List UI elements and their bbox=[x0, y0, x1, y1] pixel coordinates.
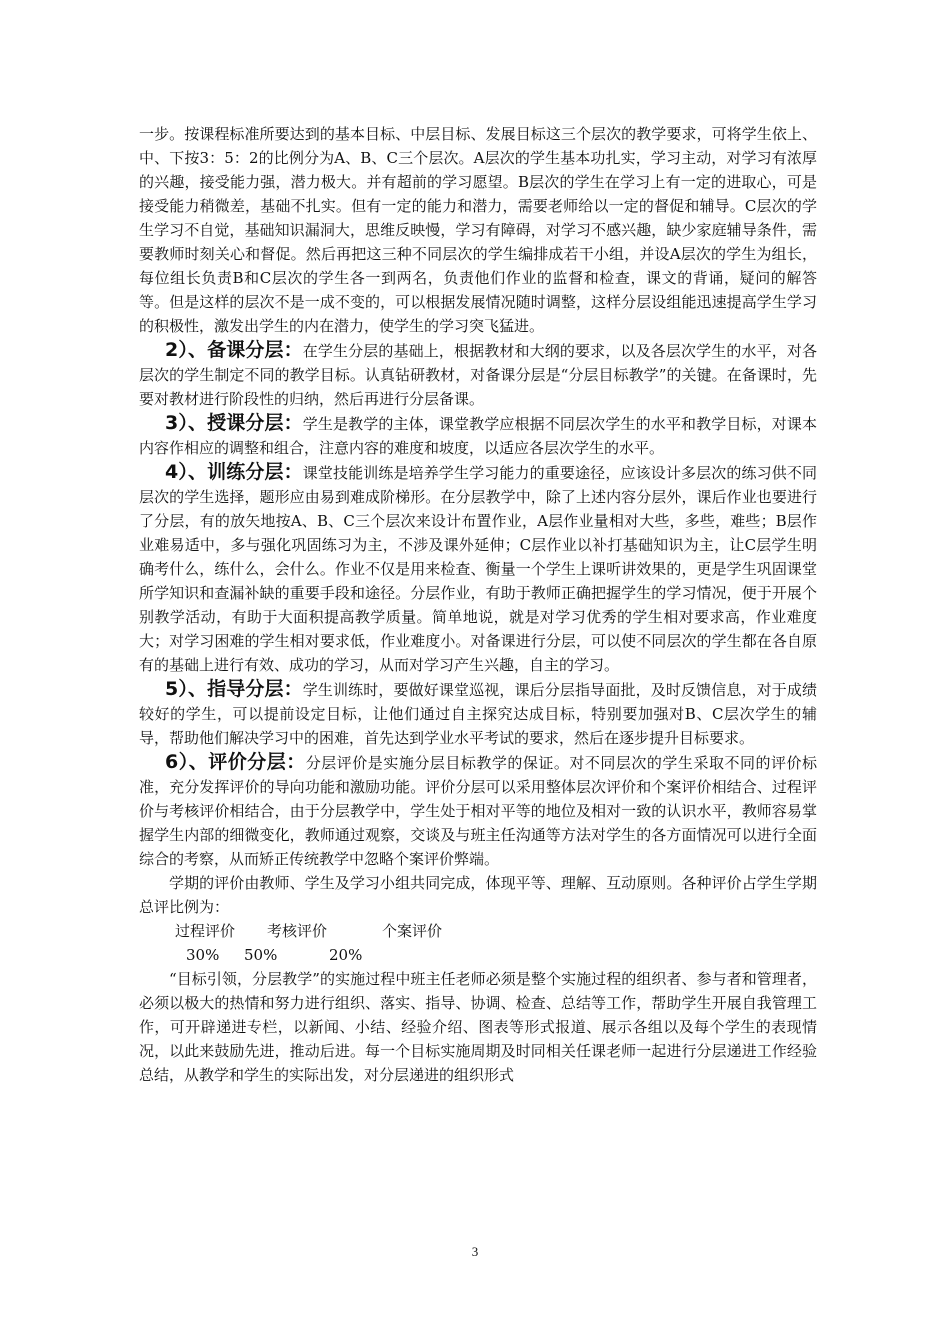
section-heading: 5）、指导分层： bbox=[165, 678, 303, 700]
section-evaluation bbox=[139, 750, 817, 871]
section-heading: 2）、备课分层： bbox=[165, 339, 303, 361]
closing-paragraph: “目标引领，分层教学”的实施过程中班主任老师必须是整个实施过程的组织者、参与者和管理者，必须以极大的热情和努力进行组织、落实、指导、协调、检查、总结等工作，帮助学生开展自我管理工作，可开辟递进专栏，以新闻、小结、经验介绍、图表等形式报道、展示各组以及每个学生的表现情况，以此来鼓励先进，推动后进。每一个目标实施周期及时同相关任课老师一起进行分层递进工作经验总结，从教学和学生的实际出发，对分层递进的组织形式 bbox=[139, 970, 817, 1084]
evaluation-percent: 50% bbox=[244, 946, 278, 964]
evaluation-percents-row bbox=[139, 943, 817, 967]
evaluation-label: 过程评价 bbox=[175, 922, 236, 940]
section-body: 在学生分层的基础上，根据教材和大纲的要求，以及各层次学生的水平，对各层次的学生制定不同的教学目标。认真钻研教材，对备课分层是“分层目标教学”的关键。在备课时，先要对教材进行阶段性的归纳，然后再进行分层备课。 bbox=[139, 342, 817, 408]
section-guidance bbox=[139, 677, 817, 750]
section-heading: 6）、评价分层： bbox=[165, 751, 306, 773]
section-body: 分层评价是实施分层目标教学的保证。对不同层次的学生采取不同的评价标准，充分发挥评价的导向功能和激励功能。评价分层可以采用整体层次评价和个案评价相结合、过程评价与考核评价相结合，由于分层教学中，学生处于相对平等的地位及相对一致的认识水平，教师容易掌握学生内部的细微变化，教师通过观察，交谈及与班主任沟通等方法对学生的各方面情况可以进行全面综合的考察，从而矫正传统教学中忽略个案评价弊端。 bbox=[139, 754, 817, 868]
evaluation-percent: 20% bbox=[329, 946, 363, 964]
section-body: 课堂技能训练是培养学生学习能力的重要途径，应该设计多层次的练习供不同层次的学生选择，题形应由易到难成阶梯形。在分层教学中，除了上述内容分层外，课后作业也要进行了分层，有的放矢地按A、B、C三个层次来设计布置作业，A层作业量相对大些，多些，难些；B层作业难易适中，多与强化巩固练习为主，不涉及课外延伸；C层作业以补打基础知识为主，让C层学生明确考什么，练什么，会什么。作业不仅是用来检查、衡量一个学生上课听讲效果的，更是学生巩固课堂所学知识和查漏补缺的重要手段和途径。分层作业，有助于教师正确把握学生的学习情况，便于开展个别教学活动，有助于大面积提高教学质量。简单地说，就是对学习优秀的学生相对要求高，作业难度大；对学习困难的学生相对要求低，作业难度小。对备课进行分层，可以使不同层次的学生都在各自原有的基础上进行有效、成功的学习，从而对学习产生兴趣，自主的学习。 bbox=[139, 464, 817, 674]
intro-paragraph: 一步。按课程标准所要达到的基本目标、中层目标、发展目标这三个层次的教学要求，可将学生依上、中、下按3：5：2的比例分为A、B、C三个层次。A层次的学生基本功扎实，学习主动，对学习有浓厚的兴趣，接受能力强，潜力极大。并有超前的学习愿望。B层次的学生在学习上有一定的进取心，可是接受能力稍微差，基础不扎实。但有一定的能力和潜力，需要老师给以一定的督促和辅导。C层次的学生学习不自觉，基础知识漏洞大，思维反映慢，学习有障碍，对学习不感兴趣，缺少家庭辅导条件，需要教师时刻关心和督促。然后再把这三种不同层次的学生编排成若干小组，并设A层次的学生为组长，每位组长负责B和C层次的学生各一到两名，负责他们作业的监督和检查，课文的背诵，疑问的解答等。但是这样的层次不是一成不变的，可以根据发展情况随时调整，这样分层设组能迅速提高学生学习的积极性，激发出学生的内在潜力，使学生的学习突飞猛进。 bbox=[139, 125, 817, 335]
section-lesson-prep bbox=[139, 338, 817, 411]
section-body: 学生是教学的主体，课堂教学应根据不同层次学生的水平和教学目标，对课本内容作相应的调整和组合，注意内容的难度和坡度，以适应各层次学生的水平。 bbox=[139, 415, 817, 457]
section-body: 学生训练时，要做好课堂巡视，课后分层指导面批，及时反馈信息，对于成绩较好的学生，可以提前设定目标，让他们通过自主探究达成目标，特别要加强对B、C层次学生的辅导，帮助他们解决学习中的困难，首先达到学业水平考试的要求，然后在逐步提升目标要求。 bbox=[139, 681, 817, 747]
evaluation-intro: 学期的评价由教师、学生及学习小组共同完成，体现平等、理解、互动原则。各种评价占学生学期总评比例为： bbox=[139, 874, 817, 916]
page-number: 3 bbox=[471, 1244, 479, 1259]
evaluation-labels-row bbox=[139, 919, 817, 943]
document-body bbox=[139, 122, 817, 1087]
evaluation-label: 个案评价 bbox=[382, 922, 443, 940]
evaluation-percent: 30% bbox=[186, 946, 220, 964]
section-training bbox=[139, 460, 817, 677]
section-heading: 3）、授课分层： bbox=[165, 412, 303, 434]
section-teaching bbox=[139, 411, 817, 460]
section-heading: 4）、训练分层： bbox=[165, 461, 303, 483]
evaluation-label: 考核评价 bbox=[267, 922, 328, 940]
